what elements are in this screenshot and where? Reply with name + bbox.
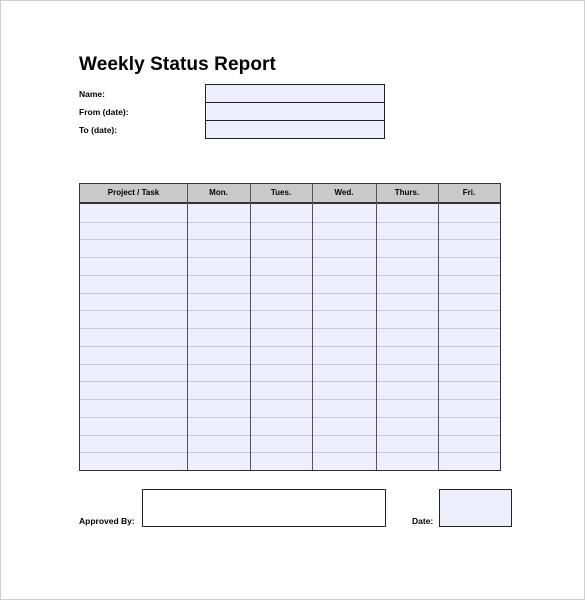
column-header-tues: Tues. <box>270 188 292 197</box>
table-row-divider <box>80 275 500 276</box>
name-label: Name: <box>79 89 105 99</box>
column-header-project-task: Project / Task <box>107 188 160 197</box>
table-row-divider <box>80 399 500 400</box>
to-date-field[interactable] <box>205 120 385 139</box>
column-divider <box>250 184 251 470</box>
table-row-divider <box>80 435 500 436</box>
column-header-fri: Fri. <box>462 188 476 197</box>
column-divider <box>312 184 313 470</box>
table-row-divider <box>80 293 500 294</box>
column-divider <box>438 184 439 470</box>
table-row-divider <box>80 417 500 418</box>
table-row-divider <box>80 328 500 329</box>
date-field[interactable] <box>439 489 512 527</box>
name-field[interactable] <box>205 84 385 103</box>
column-header-thurs: Thurs. <box>394 188 420 197</box>
column-header-mon: Mon. <box>209 188 228 197</box>
table-header <box>80 184 500 204</box>
status-table <box>79 183 501 471</box>
from-date-field[interactable] <box>205 102 385 121</box>
table-row-divider <box>80 257 500 258</box>
date-label: Date: <box>412 516 434 526</box>
column-divider <box>187 184 188 470</box>
table-row-divider <box>80 346 500 347</box>
to-date-label: To (date): <box>79 125 118 135</box>
from-date-label: From (date): <box>79 107 129 117</box>
page-title: Weekly Status Report <box>79 54 276 75</box>
table-row-divider <box>80 239 500 240</box>
table-row-divider <box>80 452 500 453</box>
table-row-divider <box>80 310 500 311</box>
approved-by-label: Approved By: <box>79 516 135 526</box>
approved-by-field[interactable] <box>142 489 386 527</box>
table-row-divider <box>80 381 500 382</box>
table-row-divider <box>80 364 500 365</box>
table-row-divider <box>80 222 500 223</box>
column-header-wed: Wed. <box>334 188 354 197</box>
column-divider <box>376 184 377 470</box>
